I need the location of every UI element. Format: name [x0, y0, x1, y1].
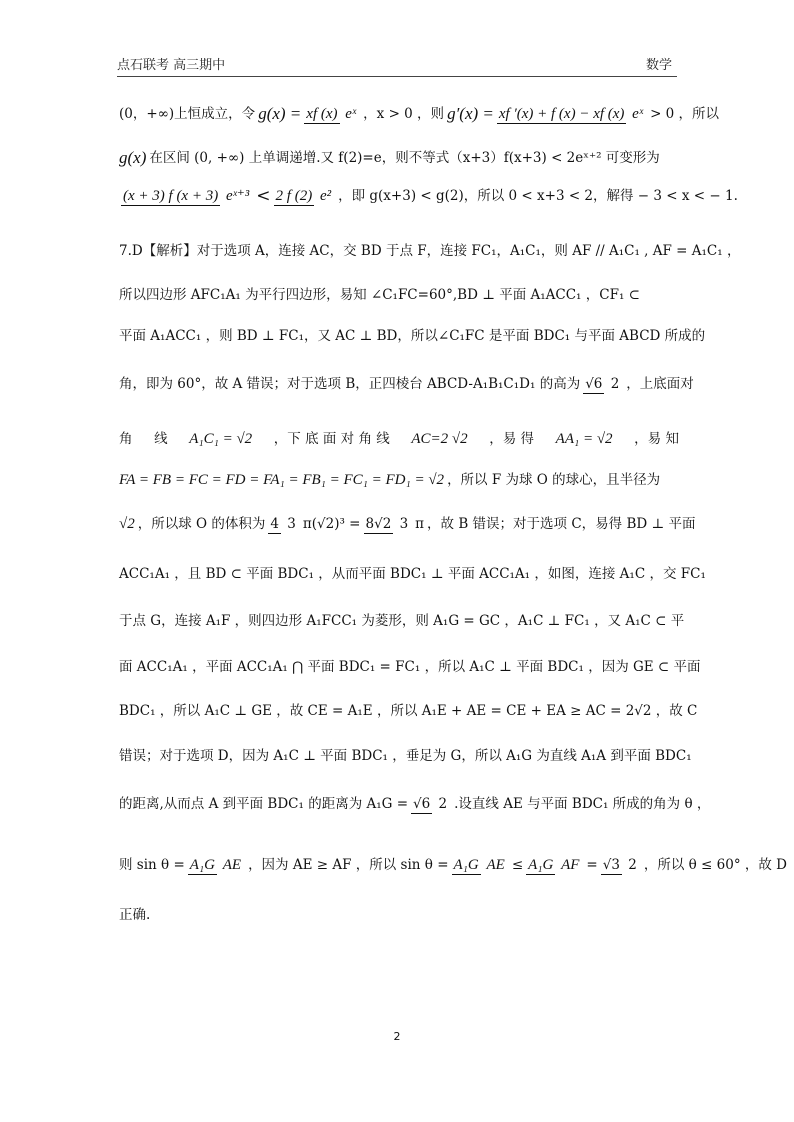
header-rule — [117, 76, 677, 77]
numerator: A₁G — [528, 857, 554, 873]
fraction — [304, 104, 358, 124]
math: AC=2 √2 — [411, 431, 468, 447]
numerator: 2 f (2) — [275, 188, 313, 204]
fraction — [497, 104, 645, 124]
numerator: xf ′(x) + f (x) − xf (x) — [498, 106, 625, 122]
denominator: 2 — [628, 857, 637, 873]
fraction — [364, 514, 411, 534]
text: ，因为 AE ≥ AF ，所以 sin θ = — [248, 857, 449, 873]
numerator: √3 — [602, 857, 620, 873]
text: 角 — [119, 431, 133, 447]
denominator: 3 — [287, 516, 296, 532]
denominator: eˣ — [632, 106, 644, 122]
solution-line-17 — [119, 855, 787, 875]
numerator: (x + 3) f (x + 3) — [123, 188, 219, 204]
fraction — [121, 186, 251, 206]
fraction — [411, 794, 449, 814]
math: π — [415, 516, 425, 532]
text: 角，即为 60°，故 A 错误；对于选项 B，正四棱台 ABCD-A₁B₁C₁D₁ 的高为 — [119, 376, 581, 392]
text: ，上底面对 — [626, 376, 694, 392]
text: ，易 知 — [634, 431, 679, 447]
solution-line-13 — [119, 657, 701, 677]
text: ，易 得 — [489, 431, 535, 447]
math: FA = FB = FC = FD = FA₁ = FB₁ = FC₁ = FD₁ = √2 — [119, 472, 445, 488]
text: 的距离,从而点 A 到平面 BDC₁ 的距离为 A₁G = — [119, 796, 409, 812]
math: g(x) = — [258, 104, 302, 123]
denominator: 2 — [438, 796, 448, 812]
text: 则 sin θ = — [119, 857, 185, 873]
math: AA₁ = √2 — [555, 431, 613, 447]
text: 所以四边形 AFC₁A₁ 为平行四边形，易知 ∠C₁FC=60°,BD ⊥ 平面 A₁ACC₁ ，CF₁ ⊂ — [119, 287, 640, 303]
solution-line-18 — [119, 905, 679, 925]
numerator: √6 — [413, 796, 431, 812]
text: ACC₁A₁ ，且 BD ⊂ 平面 BDC₁ ，从而平面 BDC₁ ⊥ 平面 ACC₁A₁ ，如图，连接 A₁C ，交 FC₁ — [119, 566, 706, 582]
denominator: eˣ — [345, 106, 357, 122]
numerator: √6 — [585, 376, 603, 392]
math: ≤ — [511, 857, 524, 873]
solution-line-6 — [119, 326, 706, 346]
text: ，所以 F 为球 O 的球心，且半径为 — [447, 472, 661, 488]
text: 7.D【解析】对于选项 A，连接 AC，交 BD 于点 F，连接 FC₁，A₁C₁，则 AF // A₁C₁ , AF = A₁C₁ ， — [119, 243, 741, 259]
denominator: e² — [319, 188, 332, 204]
math: < — [256, 186, 271, 206]
math: √2 — [119, 516, 135, 532]
fraction — [274, 186, 334, 206]
fraction — [601, 855, 639, 875]
text: 正确. — [119, 907, 151, 923]
solution-line-8 — [119, 429, 679, 449]
solution-line-3 — [119, 186, 738, 206]
text: 错误；对于选项 D，因为 A₁C ⊥ 平面 BDC₁ ，垂足为 G，所以 A₁G 为直线 A₁A 到平面 BDC₁ — [119, 748, 692, 764]
solution-line-14 — [119, 701, 698, 721]
solution-line-16 — [119, 794, 711, 814]
denominator: AE — [486, 857, 505, 873]
numerator: 8√2 — [365, 516, 392, 532]
text: ，故 B 错误；对于选项 C，易得 BD ⊥ 平面 — [427, 516, 696, 532]
solution-line-5 — [119, 285, 679, 305]
fraction — [452, 855, 507, 875]
numerator: A₁G — [453, 857, 479, 873]
numerator: 4 — [270, 516, 279, 532]
numerator: xf (x) — [306, 106, 338, 122]
solution-line-7 — [119, 374, 694, 394]
page-number: 2 — [393, 1030, 401, 1043]
text: 在区间 (0, +∞) 上单调递增.又 f(2)=e，则不等式（x+3）f(x+3) < 2eˣ⁺² 可变形为 — [149, 150, 660, 166]
solution-line-10 — [119, 514, 696, 534]
math: A₁C₁ = √2 — [189, 431, 253, 447]
text: .设直线 AE 与平面 BDC₁ 所成的角为 θ ， — [454, 796, 711, 812]
solution-line-11 — [119, 564, 706, 584]
math: π(√2)³ = — [302, 516, 361, 532]
denominator: AE — [222, 857, 242, 873]
fraction — [268, 514, 297, 534]
text: BDC₁ ，所以 A₁C ⊥ GE ，故 CE = A₁E ，所以 A₁E + AE = CE + EA ≥ AC = 2√2 ，故 C — [119, 703, 698, 719]
solution-line-4 — [119, 241, 741, 261]
denominator: 2 — [610, 376, 620, 392]
text: 于点 G，连接 A₁F ，则四边形 A₁FCC₁ 为菱形，则 A₁G = GC ，A₁C ⊥ FC₁ ，又 A₁C ⊂ 平 — [119, 613, 685, 629]
text: ，即 g(x+3) < g(2)，所以 0 < x+3 < 2，解得 − 3 < x < − 1. — [338, 188, 738, 204]
solution-line-2 — [119, 148, 679, 168]
text: ，所以球 O 的体积为 — [137, 516, 266, 532]
denominator: AF — [561, 857, 580, 873]
text: 线 — [154, 431, 168, 447]
math: g′(x) = — [447, 104, 494, 123]
fraction — [188, 855, 243, 875]
fraction — [583, 374, 621, 394]
text: > 0 ，所以 — [650, 106, 720, 122]
math: g(x) — [119, 148, 147, 167]
text: ，x > 0 ，则 — [363, 106, 445, 122]
solution-line-12 — [119, 611, 685, 631]
denominator: 3 — [399, 516, 409, 532]
text: ，所以 θ ≤ 60° ，故 D — [643, 857, 787, 873]
header-left-title: 点石联考 高三期中 — [117, 58, 226, 73]
text: ，下 底 面 对 角 线 — [273, 431, 390, 447]
fraction — [526, 855, 581, 875]
solution-line-1 — [119, 104, 720, 124]
math: = — [586, 857, 598, 873]
numerator: A₁G — [189, 857, 215, 873]
solution-line-15 — [119, 746, 692, 766]
text: 面 ACC₁A₁ ，平面 ACC₁A₁ ⋂ 平面 BDC₁ = FC₁ ，所以 A₁C ⊥ 平面 BDC₁ ，因为 GE ⊂ 平面 — [119, 659, 701, 675]
header-subject: 数学 — [645, 58, 672, 73]
solution-line-9 — [119, 470, 679, 490]
text: 平面 A₁ACC₁ ，则 BD ⊥ FC₁，又 AC ⊥ BD，所以∠C₁FC 是平面 BDC₁ 与平面 ABCD 所成的 — [119, 328, 706, 344]
denominator: eˣ⁺³ — [225, 188, 250, 204]
text: (0，+∞)上恒成立，令 — [119, 106, 256, 122]
